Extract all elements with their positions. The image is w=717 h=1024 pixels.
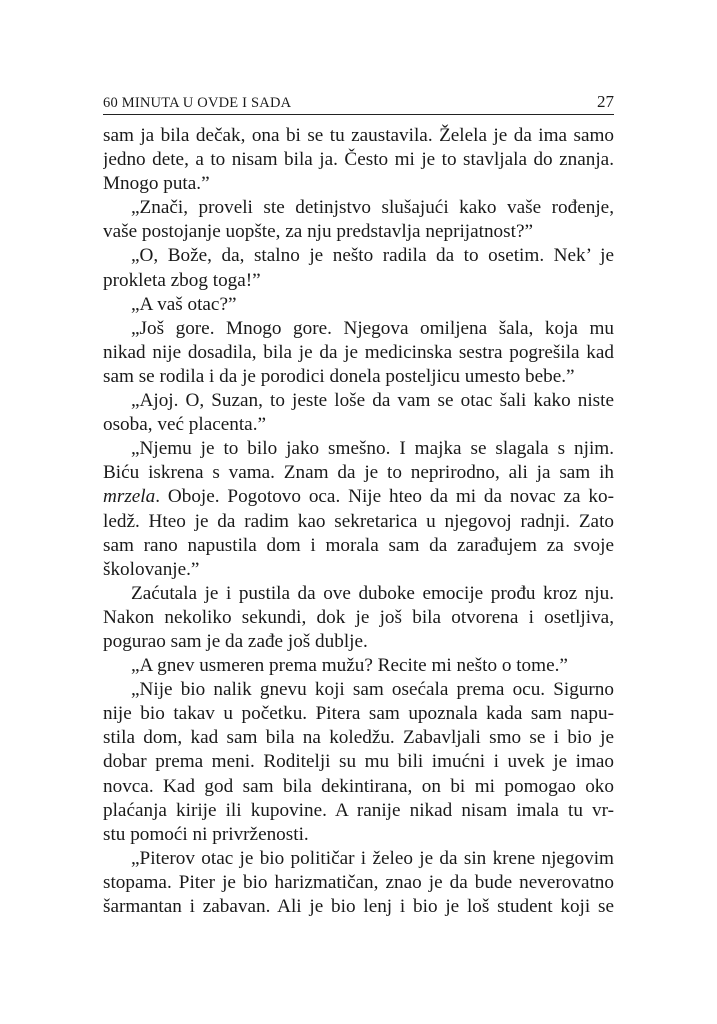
page-number: 27 xyxy=(597,92,614,111)
text-line: novca. Kad god sam bila dekintirana, on bi mi pomogao oko xyxy=(103,775,614,797)
text-line: nikad nije dosadila, bila je da je medicinska sestra pogrešila kad xyxy=(103,341,614,363)
text-line: školovanje.” xyxy=(103,558,200,580)
text-line: dobar prema meni. Roditelji su mu bili imućni i uvek je imao xyxy=(103,751,614,773)
text-line: stu pomoći ni privrženosti. xyxy=(103,823,309,845)
text-line: „Još gore. Mnogo gore. Njegova omiljena šala, koja mu xyxy=(131,317,614,339)
text-line: „A vaš otac?” xyxy=(131,293,237,315)
text-line: nije bio takav u početku. Pitera sam upoznala kada sam napu- xyxy=(103,703,614,725)
text-line: šarmantan i zabavan. Ali je bio lenj i bio je loš student koji se xyxy=(103,896,614,917)
text-line: Zaćutala je i pustila da ove duboke emocije prođu kroz nju. xyxy=(131,582,614,604)
text-line: sam rano napustila dom i morala sam da zarađujem za svoje xyxy=(103,534,614,556)
body-text xyxy=(103,124,614,919)
text-line: stopama. Piter je bio harizmatičan, znao je da bude neverovatno xyxy=(103,871,614,893)
text-line: pogurao sam je da zađe još dublje. xyxy=(103,630,368,652)
text-line: Mnogo puta.” xyxy=(103,173,210,195)
running-header xyxy=(103,94,614,115)
text-line: osoba, već placenta.” xyxy=(103,414,267,436)
text-line: „A gnev usmeren prema mužu? Recite mi nešto o tome.” xyxy=(131,655,568,677)
text-line xyxy=(103,485,614,509)
text-line: plaćanja kirije ili kupovine. A ranije nikad nisam imala tu vr- xyxy=(103,799,614,821)
text-line: prokleta zbog toga!” xyxy=(103,269,261,291)
italic-word: mrzela xyxy=(103,486,156,508)
text-line: „Njemu je to bilo jako smešno. I majka se slagala s njim. xyxy=(131,438,614,460)
text-line: sam ja bila dečak, ona bi se tu zaustavila. Želela je da ima samo xyxy=(103,125,614,146)
text-line: stila dom, kad sam bila na koledžu. Zabavljali smo se i bio je xyxy=(103,727,614,749)
text-line: Biću iskrena s vama. Znam da je to neprirodno, ali ja sam ih xyxy=(103,462,614,484)
text-line: Nakon nekoliko sekundi, dok je još bila otvorena i osetljiva, xyxy=(103,606,614,628)
running-title: 60 MINUTA U OVDE I SADA xyxy=(103,95,292,111)
text-line: ledž. Hteo je da radim kao sekretarica u njegovoj radnji. Zato xyxy=(103,510,614,532)
text-line: „Znači, proveli ste detinjstvo slušajući kako vaše rođenje, xyxy=(131,197,614,219)
text-line: „O, Bože, da, stalno je nešto radila da to osetim. Nek’ je xyxy=(131,245,614,267)
text-line: „Piterov otac je bio političar i želeo je da sin krene njegovim xyxy=(131,847,614,869)
text-line: sam se rodila i da je porodici donela posteljicu umesto bebe.” xyxy=(103,365,575,387)
text-line: jedno dete, a to nisam bila ja. Često mi je to stavljala do znanja. xyxy=(103,149,614,171)
text-segment: . Oboje. Pogotovo oca. Nije hteo da mi da novac za ko- xyxy=(155,486,614,508)
text-line: vaše postojanje uopšte, za nju predstavlja neprijatnost?” xyxy=(103,221,533,243)
text-line: „Nije bio nalik gnevu koji sam osećala prema ocu. Sigurno xyxy=(131,679,614,701)
text-line: „Ajoj. O, Suzan, to jeste loše da vam se otac šali kako niste xyxy=(131,390,614,412)
